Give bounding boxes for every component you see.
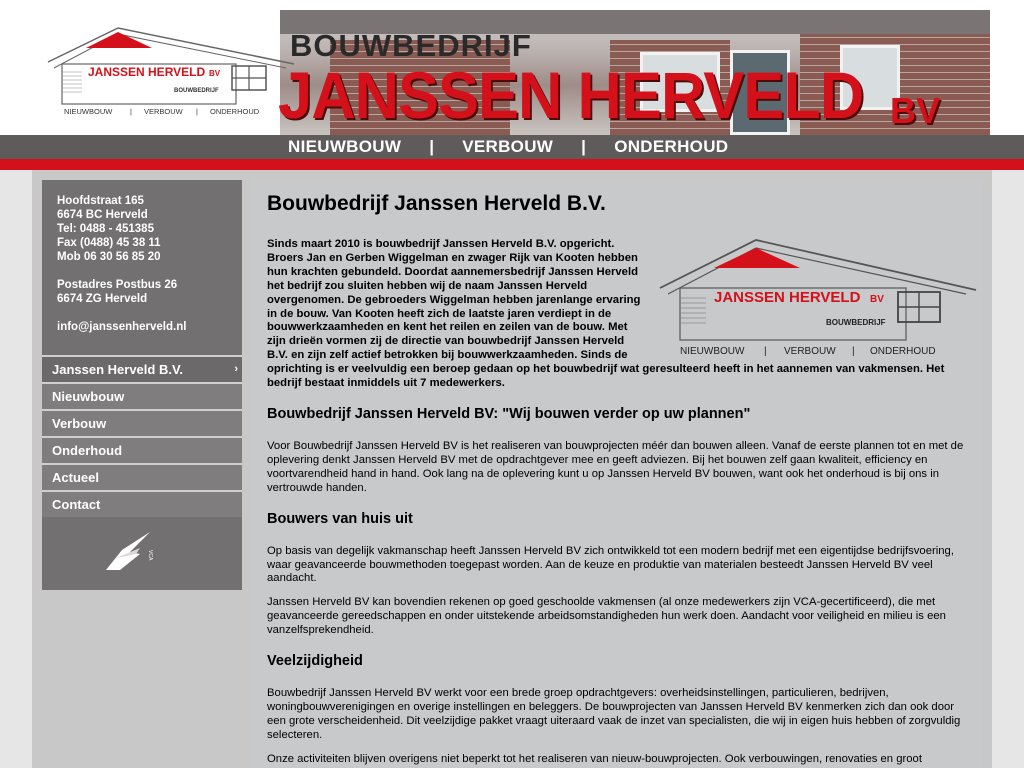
menu-item-onderhoud[interactable]: Onderhoud [42,436,242,463]
body-paragraph: Bouwbedrijf Janssen Herveld BV werkt voor een brede groep opdrachtgevers: overheidsinstellingen, particulieren, bedrijven, woningbouwverenigingen en overige instellingen en beleggers. De bouwprojecten van Janssen Herveld BV kenmerken zich dan ook door een grote verscheidenheid. Dit veelzijdige pakket vraagt uiteraard vaak de inzet van specialisten, die wij in eigen huis hebben of zorgvuldig selecteren. [267,687,961,741]
top-nav-verbouw[interactable]: VERBOUW [462,137,554,156]
body-paragraph: Op basis van degelijk vakmanschap heeft Janssen Herveld BV zich ontwikkeld tot een modern bedrijf met een eigentijdse bedrijfsvoering, waar geavanceerde bouwmethoden toegepast worden. Aan de keuze en produktie van materialen besteedt Janssen Herveld BV veel aandacht. [267,544,954,585]
menu-item-verbouw[interactable]: Verbouw [42,409,242,436]
site-header [0,0,1024,170]
menu-item-janssen-herveld[interactable] [42,355,242,382]
logo-tagline-text: ONDERHOUD [210,107,260,116]
section-heading: Veelzijdigheid [267,653,363,670]
page-title: Bouwbedrijf Janssen Herveld B.V. [267,192,606,215]
contact-zip-city: 6674 BC Herveld [57,209,148,221]
section-heading: Bouwbedrijf Janssen Herveld BV: "Wij bouwen verder op uw plannen" [267,405,751,422]
body-paragraph: Janssen Herveld BV kan bovendien rekenen op goed geschoolde vakmensen (al onze medewerkers zijn VCA-gecertificeerd), die met geavanceerde gereedschappen en onder uitstekende arbeidsomstandigheden hun werk doen. Aandacht voor veiligheid en milieu is een vanzelfsprekendheid. [267,596,946,637]
header-title: JANSSEN HERVELD [278,58,864,132]
main-content [252,180,982,768]
vca-label: VCA [147,550,153,561]
logo-tagline-text: ONDERHOUD [870,346,936,357]
logo-tagline-text: VERBOUW [784,346,836,357]
contact-fax: Fax (0488) 45 38 11 [57,237,161,249]
sidebar-footer [32,590,242,600]
logo-subtitle-text: BOUWBEDRIJF [826,318,886,327]
logo-brand-text: JANSSEN HERVELD [88,65,206,79]
header-title-bv: BV [890,90,941,131]
intro-paragraph: Sinds maart 2010 is bouwbedrijf Janssen Herveld B.V. opgericht. Broers Jan en Gerben Wiggelman en zwager Rijk van Kooten hebben hun krachten gebundeld. Doordat aannemersbedrijf Janssen Herveld het bedrijf zou sluiten hebben wij de naam Janssen Herveld overgenomen. De gebroeders Wiggelman hebben jarenlange ervaring in de bouw. Van Kooten heeft zich de laatste jaren verdiept in de bouwwerkzaamheden en kent het reilen en zeilen van de bouw. Met zijn drieën vormen zij de directie van bouwbedrijf Janssen Herveld B.V. en zijn zelf actief betrokken bij bouwwerkzaamheden. Sinds de oprichting is er veelvuldig een beroep gedaan op het bouwbedrijf wat geresulteerd heeft in het aannemen van vakmensen. Het bedrijf bestaat inmiddels uit 7 medewerkers. [267,238,945,390]
logo-bv-text: BV [209,69,221,78]
header-subtitle: BOUWBEDRIJF [290,28,532,63]
top-nav-onderhoud[interactable]: ONDERHOUD [614,137,729,156]
logo-brand-text: JANSSEN HERVELD [714,289,861,306]
top-nav-red-stripe [0,159,1024,170]
logo-subtitle-text: BOUWBEDRIJF [174,88,219,94]
contact-info [57,194,237,334]
company-logo-large [658,238,978,363]
menu-item-nieuwbouw[interactable]: Nieuwbouw [42,382,242,409]
contact-mobile: Mob 06 30 56 85 20 [57,251,161,263]
logo-tagline-separator: | [764,346,767,357]
side-menu [42,355,242,517]
logo-tagline-separator: | [130,107,132,116]
menu-item-label: Janssen Herveld B.V. [52,362,184,377]
body-paragraph: Onze activiteiten blijven overigens niet beperkt tot het realiseren van nieuw-bouwprojecten. Ook verbouwingen, renovaties en groot [267,752,922,765]
contact-postal-address: Postadres Postbus 26 [57,279,178,291]
contact-postal-zip: 6674 ZG Herveld [57,293,148,305]
logo-tagline-text: NIEUWBOUW [64,107,113,116]
company-logo[interactable] [46,24,296,120]
menu-item-contact[interactable]: Contact [42,490,242,517]
section-heading: Bouwers van huis uit [267,510,413,527]
top-nav-nieuwbouw[interactable]: NIEUWBOUW [288,137,402,156]
logo-tagline-text: VERBOUW [144,107,183,116]
contact-tel: Tel: 0488 - 451385 [57,223,154,235]
vca-logo-icon [100,530,170,575]
logo-bv-text: BV [870,294,884,305]
contact-street: Hoofdstraat 165 [57,195,144,207]
top-nav [288,135,728,159]
top-nav-separator: | [581,137,587,156]
logo-tagline-text: NIEUWBOUW [680,346,745,357]
contact-email-link[interactable]: info@janssenherveld.nl [57,321,187,333]
logo-tagline-separator: | [852,346,855,357]
menu-item-actueel[interactable]: Actueel [42,463,242,490]
top-nav-separator: | [429,137,435,156]
chevron-right-icon: › [234,363,238,375]
body-paragraph: Voor Bouwbedrijf Janssen Herveld BV is het realiseren van bouwprojecten méér dan bouwen alleen. Vanaf de eerste plannen tot en met de oplevering denkt Janssen Herveld BV met de opdrachtgever mee en geeft adviezen. Bij het bouwen zelf gaan kwaliteit, efficiency en voortvarendheid hand in hand. Ook lang na de oplevering kunt u op Janssen Herveld BV bouwen, want ook het onderhoud is bij ons in vertrouwde handen. [267,439,964,494]
logo-tagline-separator: | [196,107,198,116]
